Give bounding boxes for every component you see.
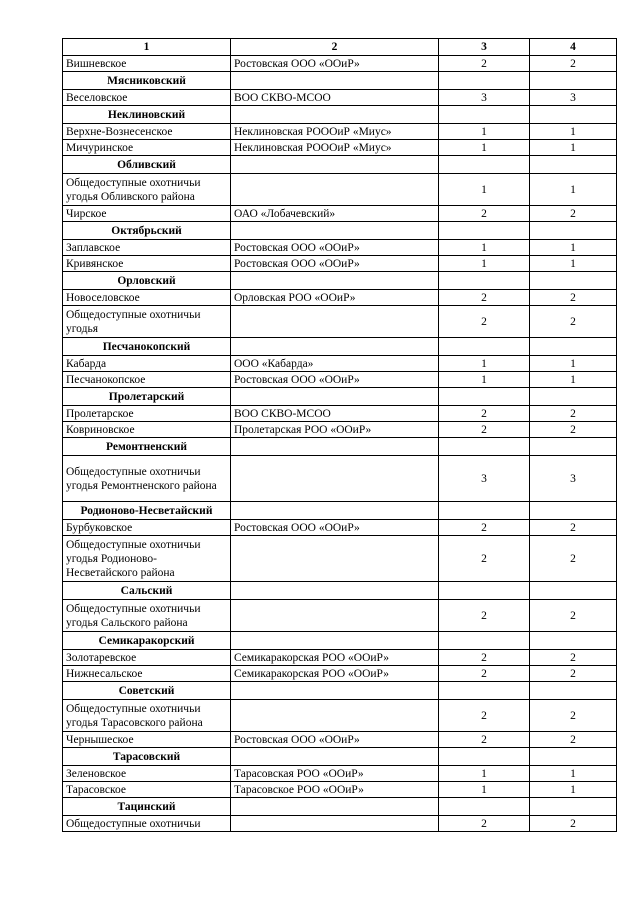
empty-cell [231,682,439,700]
organization-name: Ростовская ООО «ООиР» [231,256,439,272]
organization-name: Тарасовское РОО «ООиР» [231,782,439,798]
hunting-ground-name: Вишневское [63,56,231,72]
value-col-4: 1 [530,240,617,256]
header-row [63,39,617,56]
value-col-4: 2 [530,600,617,632]
empty-cell [231,582,439,600]
value-col-3: 2 [439,422,530,438]
organization-name [231,600,439,632]
column-header-3: 3 [439,39,530,56]
value-col-3: 2 [439,56,530,72]
value-col-3: 2 [439,816,530,832]
column-header-4: 4 [530,39,617,56]
value-col-4: 2 [530,56,617,72]
value-col-3: 2 [439,700,530,732]
organization-name [231,816,439,832]
table-row [63,240,617,256]
organization-name: Ростовская ООО «ООиР» [231,520,439,536]
value-col-4: 2 [530,520,617,536]
empty-cell [439,682,530,700]
empty-cell [530,582,617,600]
column-header-2: 2 [231,39,439,56]
empty-cell [231,798,439,816]
table-row [63,700,617,732]
district-row [63,582,617,600]
district-row [63,338,617,356]
table-row [63,406,617,422]
empty-cell [231,438,439,456]
district-row [63,682,617,700]
district-name: Сальский [63,582,231,600]
organization-name: Орловская РОО «ООиР» [231,290,439,306]
hunting-ground-name: Кривянское [63,256,231,272]
district-name: Ремонтненский [63,438,231,456]
empty-cell [530,798,617,816]
value-col-3: 2 [439,650,530,666]
empty-cell [231,502,439,520]
table-row [63,124,617,140]
empty-cell [439,438,530,456]
value-col-4: 1 [530,174,617,206]
value-col-4: 1 [530,766,617,782]
organization-name: Пролетарская РОО «ООиР» [231,422,439,438]
organization-name [231,306,439,338]
hunting-ground-name: Зеленовское [63,766,231,782]
value-col-3: 2 [439,600,530,632]
table-row [63,90,617,106]
empty-cell [530,222,617,240]
district-name: Семикаракорский [63,632,231,650]
empty-cell [439,272,530,290]
value-col-4: 1 [530,140,617,156]
table-row [63,816,617,832]
value-col-3: 1 [439,372,530,388]
table-row [63,306,617,338]
hunting-ground-name: Заплавское [63,240,231,256]
hunting-ground-name: Ковриновское [63,422,231,438]
organization-name [231,700,439,732]
empty-cell [530,388,617,406]
district-row [63,502,617,520]
empty-cell [439,106,530,124]
hunting-ground-name: Общедоступные охотничьи [63,816,231,832]
value-col-3: 2 [439,306,530,338]
empty-cell [439,72,530,90]
district-row [63,222,617,240]
value-col-3: 1 [439,766,530,782]
organization-name: ВОО СКВО-МСОО [231,90,439,106]
district-name: Неклиновский [63,106,231,124]
hunting-ground-name: Общедоступные охотничьи угодья Обливского района [63,174,231,206]
district-row [63,156,617,174]
value-col-3: 2 [439,290,530,306]
hunting-ground-name: Нижнесальское [63,666,231,682]
hunting-ground-name: Мичуринское [63,140,231,156]
district-name: Орловский [63,272,231,290]
empty-cell [530,156,617,174]
value-col-4: 2 [530,206,617,222]
empty-cell [231,106,439,124]
organization-name: ВОО СКВО-МСОО [231,406,439,422]
value-col-3: 2 [439,732,530,748]
district-row [63,388,617,406]
empty-cell [231,338,439,356]
district-name: Мясниковский [63,72,231,90]
empty-cell [439,156,530,174]
table-body [63,39,617,832]
empty-cell [439,338,530,356]
empty-cell [530,502,617,520]
hunting-ground-name: Кабарда [63,356,231,372]
value-col-4: 2 [530,700,617,732]
district-name: Обливский [63,156,231,174]
value-col-4: 2 [530,666,617,682]
table-row [63,372,617,388]
value-col-3: 2 [439,666,530,682]
value-col-4: 3 [530,90,617,106]
table-row [63,666,617,682]
hunting-ground-name: Общедоступные охотничьи угодья Тарасовского района [63,700,231,732]
table-row [63,732,617,748]
empty-cell [231,156,439,174]
value-col-3: 2 [439,206,530,222]
empty-cell [439,222,530,240]
hunting-ground-name: Общедоступные охотничьи угодья Ремонтненского района [63,456,231,502]
value-col-4: 2 [530,406,617,422]
table-row [63,600,617,632]
value-col-3: 1 [439,124,530,140]
district-name: Песчанокопский [63,338,231,356]
empty-cell [530,438,617,456]
table-row [63,766,617,782]
organization-name: Тарасовская РОО «ООиР» [231,766,439,782]
value-col-4: 2 [530,306,617,338]
district-row [63,72,617,90]
table-row [63,56,617,72]
value-col-4: 2 [530,422,617,438]
value-col-4: 1 [530,356,617,372]
organization-name: Семикаракорская РОО «ООиР» [231,650,439,666]
table-row [63,290,617,306]
hunting-ground-name: Общедоступные охотничьи угодья Родионово-Несветайского района [63,536,231,582]
table-row [63,256,617,272]
empty-cell [439,748,530,766]
hunting-ground-name: Общедоступные охотничьи угодья Сальского района [63,600,231,632]
hunting-ground-name: Золотаревское [63,650,231,666]
organization-name: Ростовская ООО «ООиР» [231,56,439,72]
table-row [63,456,617,502]
district-name: Тарасовский [63,748,231,766]
empty-cell [530,272,617,290]
organization-name: Ростовская ООО «ООиР» [231,732,439,748]
organization-name [231,174,439,206]
table-row [63,650,617,666]
value-col-3: 1 [439,140,530,156]
organization-name [231,536,439,582]
hunting-ground-name: Верхне-Вознесенское [63,124,231,140]
district-row [63,272,617,290]
empty-cell [231,72,439,90]
district-name: Родионово-Несветайский [63,502,231,520]
empty-cell [530,72,617,90]
table-row [63,782,617,798]
district-row [63,438,617,456]
value-col-4: 1 [530,372,617,388]
table-row [63,356,617,372]
value-col-3: 2 [439,406,530,422]
empty-cell [231,222,439,240]
hunting-ground-name: Новоселовское [63,290,231,306]
empty-cell [439,632,530,650]
empty-cell [439,502,530,520]
value-col-4: 1 [530,782,617,798]
value-col-3: 1 [439,356,530,372]
value-col-3: 1 [439,240,530,256]
value-col-4: 2 [530,290,617,306]
empty-cell [231,748,439,766]
organization-name: Неклиновская РОООиР «Миус» [231,140,439,156]
organization-name: Ростовская ООО «ООиР» [231,372,439,388]
table-row [63,174,617,206]
value-col-3: 2 [439,536,530,582]
organization-name [231,456,439,502]
hunting-ground-name: Песчанокопское [63,372,231,388]
empty-cell [231,388,439,406]
district-name: Советский [63,682,231,700]
hunting-ground-name: Чирское [63,206,231,222]
hunting-ground-name: Общедоступные охотничьи угодья [63,306,231,338]
empty-cell [530,748,617,766]
hunting-ground-name: Веселовское [63,90,231,106]
value-col-4: 2 [530,732,617,748]
organization-name: Ростовская ООО «ООиР» [231,240,439,256]
value-col-4: 1 [530,124,617,140]
value-col-3: 1 [439,174,530,206]
hunting-ground-name: Бурбуковское [63,520,231,536]
value-col-4: 2 [530,650,617,666]
value-col-4: 2 [530,816,617,832]
empty-cell [530,106,617,124]
empty-cell [530,632,617,650]
value-col-3: 1 [439,782,530,798]
table-row [63,206,617,222]
district-name: Пролетарский [63,388,231,406]
district-row [63,632,617,650]
value-col-3: 1 [439,256,530,272]
district-row [63,106,617,124]
value-col-4: 2 [530,536,617,582]
organization-name: ООО «Кабарда» [231,356,439,372]
table-row [63,422,617,438]
hunting-grounds-table [62,38,617,832]
hunting-ground-name: Тарасовское [63,782,231,798]
district-row [63,798,617,816]
organization-name: Семикаракорская РОО «ООиР» [231,666,439,682]
table-row [63,536,617,582]
value-col-4: 3 [530,456,617,502]
district-name: Тацинский [63,798,231,816]
empty-cell [439,388,530,406]
empty-cell [231,272,439,290]
district-name: Октябрьский [63,222,231,240]
value-col-4: 1 [530,256,617,272]
value-col-3: 3 [439,90,530,106]
empty-cell [530,682,617,700]
organization-name: Неклиновская РОООиР «Миус» [231,124,439,140]
empty-cell [530,338,617,356]
empty-cell [231,632,439,650]
column-header-1: 1 [63,39,231,56]
district-row [63,748,617,766]
table-row [63,140,617,156]
hunting-ground-name: Пролетарское [63,406,231,422]
empty-cell [439,582,530,600]
table-row [63,520,617,536]
hunting-ground-name: Чернышеское [63,732,231,748]
empty-cell [439,798,530,816]
value-col-3: 3 [439,456,530,502]
organization-name: ОАО «Лобачевский» [231,206,439,222]
value-col-3: 2 [439,520,530,536]
